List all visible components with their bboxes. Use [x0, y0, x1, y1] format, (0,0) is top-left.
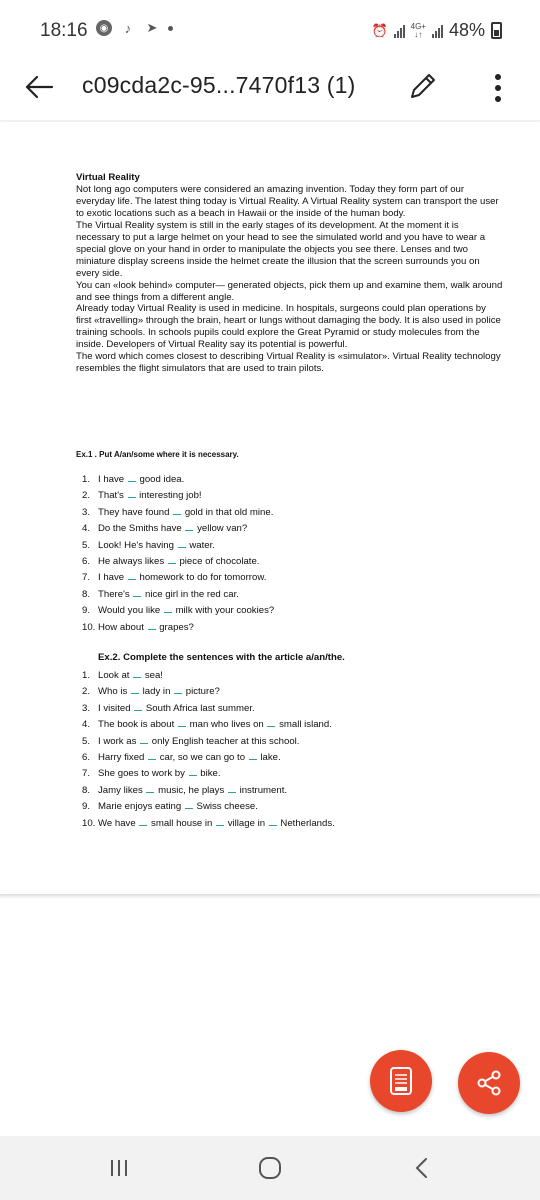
answer-blank: [185, 799, 193, 809]
item-text: water.: [189, 539, 215, 551]
item-text: small house in: [151, 817, 213, 829]
item-number: 5.: [82, 735, 91, 747]
exercise-item: [82, 554, 274, 570]
alarm-icon: ⏰: [371, 22, 388, 38]
item-text: Swiss cheese.: [196, 801, 258, 813]
exercise-item: [82, 587, 274, 603]
exercise-item: [82, 766, 335, 782]
status-bar: [0, 0, 540, 62]
exercise-item: [82, 570, 274, 586]
status-right: [372, 20, 502, 41]
answer-blank: [216, 816, 224, 826]
item-text: lake.: [260, 751, 281, 763]
document-viewer[interactable]: [0, 120, 540, 1136]
exercise-item: [82, 816, 335, 832]
exercise-2-title: Ex.2. Complete the sentences with the article a/an/the.: [98, 652, 345, 663]
answer-blank: [178, 538, 186, 548]
exercise-item: [82, 603, 274, 619]
answer-blank: [228, 783, 236, 793]
item-text: yellow van?: [197, 523, 248, 535]
item-text: That's: [98, 490, 124, 502]
item-number: 5.: [82, 539, 91, 551]
item-text: car, so we can go to: [159, 751, 246, 763]
item-text: We have: [98, 817, 136, 829]
item-text: good idea.: [139, 474, 185, 485]
answer-blank: [189, 766, 197, 776]
exercise-1-list: [82, 472, 274, 636]
answer-blank: [133, 587, 141, 597]
item-text: village in: [227, 817, 266, 829]
arrow-left-icon: [22, 70, 56, 104]
item-text: Jamy likes: [98, 784, 143, 796]
item-text: Netherlands.: [280, 817, 335, 829]
item-number: 4.: [82, 523, 91, 535]
item-number: 2.: [82, 686, 91, 698]
app-bar: [0, 62, 540, 120]
item-text: picture?: [185, 686, 220, 698]
answer-blank: [269, 816, 277, 826]
exercise-item: [82, 701, 335, 717]
item-text: They have found: [98, 506, 170, 518]
battery-percent: 48%: [448, 20, 485, 40]
item-text: I have: [98, 572, 125, 584]
network-type: [411, 23, 426, 39]
item-text: How about: [98, 621, 144, 633]
item-number: 3.: [82, 506, 91, 518]
answer-blank: [128, 488, 136, 498]
reading-mode-button[interactable]: [370, 1050, 432, 1112]
item-number: 7.: [82, 572, 91, 584]
answer-blank: [168, 554, 176, 564]
item-number: 4.: [82, 719, 91, 731]
more-vertical-icon: [495, 74, 501, 80]
answer-blank: [185, 521, 193, 531]
item-text: Do the Smiths have: [98, 523, 182, 535]
exercise-item: [82, 750, 335, 766]
telegram-icon: ➤: [146, 20, 158, 35]
item-number: 7.: [82, 768, 91, 780]
item-number: 9.: [82, 605, 91, 617]
item-text: There's: [98, 588, 130, 600]
item-number: 9.: [82, 801, 91, 813]
item-text: nice girl in the red car.: [145, 588, 239, 600]
network-tag-top: 4G+: [410, 21, 426, 31]
exercise-item: [82, 734, 335, 750]
exercise-item: [82, 717, 335, 733]
home-icon: [257, 1155, 283, 1181]
item-text: Who is: [98, 686, 128, 698]
reading-mode-icon: [388, 1066, 414, 1096]
answer-blank: [134, 701, 142, 711]
item-text: Look at: [98, 670, 130, 681]
answer-blank: [178, 717, 186, 727]
answer-blank: [267, 717, 275, 727]
article: [76, 172, 504, 375]
answer-blank: [131, 684, 139, 694]
article-paragraph: Already today Virtual Reality is used in medicine. In hospitals, surgeons could plan operations by first «travelling» through the brain, heart or lungs without damaging the body. It is also used in police training schools. In schools pupils could explore the Great Pyramid or study molecules from the inside. Developers of Virtual Reality say its potential is powerful.: [76, 303, 501, 351]
item-text: Look! He's having: [98, 539, 174, 551]
back-chevron-icon: [412, 1156, 432, 1180]
article-heading: Virtual Reality: [76, 172, 140, 183]
share-icon: [475, 1069, 503, 1097]
answer-blank: [249, 750, 257, 760]
item-text: small island.: [279, 719, 332, 731]
battery-icon: [491, 22, 502, 39]
item-number: 10.: [82, 817, 96, 829]
answer-blank: [164, 603, 172, 613]
exercise-item: [82, 538, 274, 554]
item-text: interesting job!: [139, 490, 202, 502]
vpn-icon: ◉: [96, 20, 112, 36]
status-time: 18:16: [40, 20, 88, 41]
answer-blank: [146, 783, 154, 793]
item-text: only English teacher at this school.: [151, 735, 300, 747]
item-text: Would you like: [98, 605, 161, 617]
back-button[interactable]: [22, 70, 56, 104]
item-text: milk with your cookies?: [175, 605, 275, 617]
item-number: 2.: [82, 490, 91, 502]
answer-blank: [173, 505, 181, 515]
article-paragraph: The Virtual Reality system is still in the early stages of its development. At the moment it is necessary to put a large helmet on your head to see the simulated world and you have to wear a special glove on your hand in order to manipulate the objects you see there. Lenses and two miniature display screens inside the helmet create the illusion that the screen surrounds you on every side.: [76, 219, 486, 279]
article-paragraph: Not long ago computers were considered an amazing invention. Today they form part of our everyday life. The latest thing today is Virtual Reality. A Virtual Reality system can transport the user to exotic locations such as a beach in Hawaii or the inside of the human body.: [76, 183, 499, 219]
network-tag-bottom: ↓↑: [414, 29, 423, 39]
answer-blank: [128, 472, 136, 482]
recents-button[interactable]: [99, 1152, 139, 1184]
item-text: sea!: [144, 670, 163, 681]
system-nav-bar: [0, 1136, 540, 1200]
answer-blank: [174, 684, 182, 694]
signal-icon-1: [394, 24, 405, 38]
item-number: 6.: [82, 751, 91, 763]
pencil-icon: [405, 68, 441, 104]
answer-blank: [133, 668, 141, 678]
item-number: 10.: [82, 621, 96, 633]
edit-button[interactable]: [405, 68, 441, 104]
home-button[interactable]: [250, 1152, 290, 1184]
item-text: gold in that old mine.: [184, 506, 274, 518]
exercise-item: [82, 505, 274, 521]
article-paragraph: The word which comes closest to describing Virtual Reality is «simulator». Virtual Reality technology resembles the flight simulators that are used to train pilots.: [76, 351, 501, 375]
item-text: I have: [98, 474, 125, 485]
answer-blank: [148, 620, 156, 630]
item-text: man who lives on: [189, 719, 264, 731]
item-text: The book is about: [98, 719, 175, 731]
recents-icon: [108, 1158, 130, 1178]
exercise-item: [82, 472, 274, 488]
exercise-2-list: [82, 668, 335, 832]
notification-icons: [96, 20, 173, 36]
item-text: Marie enjoys eating: [98, 801, 182, 813]
more-options-button[interactable]: [486, 68, 510, 108]
item-number: 8.: [82, 784, 91, 796]
item-text: bike.: [200, 768, 221, 780]
item-text: She goes to work by: [98, 768, 185, 780]
exercise-item: [82, 684, 335, 700]
item-text: instrument.: [239, 784, 288, 796]
document-page-1: [0, 122, 540, 894]
document-page-2: [0, 898, 540, 1136]
exercise-item: [82, 799, 335, 815]
item-text: Harry fixed: [98, 751, 145, 763]
nav-back-button[interactable]: [402, 1152, 442, 1184]
item-text: He always likes: [98, 555, 165, 567]
item-text: piece of chocolate.: [179, 555, 260, 567]
item-number: 3.: [82, 702, 91, 714]
exercise-1-title: Ex.1 . Put A/an/some where it is necessary.: [76, 450, 239, 459]
answer-blank: [148, 750, 156, 760]
item-text: I visited: [98, 702, 131, 714]
exercise-item: [82, 668, 335, 684]
article-paragraph: You can «look behind» computer— generated objects, pick them up and examine them, walk around and see things from a different angle.: [76, 279, 503, 303]
document-title: c09cda2c-95...7470f13 (1): [82, 72, 356, 98]
exercise-item: [82, 620, 274, 636]
exercise-item: [82, 783, 335, 799]
item-text: homework to do for tomorrow.: [139, 572, 267, 584]
exercise-item: [82, 488, 274, 504]
item-number: 6.: [82, 555, 91, 567]
answer-blank: [140, 734, 148, 744]
item-text: I work as: [98, 735, 137, 747]
item-text: grapes?: [159, 621, 194, 633]
tiktok-icon: ♪: [124, 20, 132, 36]
signal-icon-2: [432, 24, 443, 38]
answer-blank: [139, 816, 147, 826]
item-number: 1.: [82, 474, 91, 485]
item-number: 8.: [82, 588, 91, 600]
more-notifications-icon: [168, 26, 173, 31]
item-text: music, he plays: [158, 784, 225, 796]
item-text: South Africa last summer.: [145, 702, 255, 714]
item-text: lady in: [142, 686, 171, 698]
exercise-item: [82, 521, 274, 537]
item-number: 1.: [82, 670, 91, 681]
share-button[interactable]: [458, 1052, 520, 1114]
answer-blank: [128, 570, 136, 580]
